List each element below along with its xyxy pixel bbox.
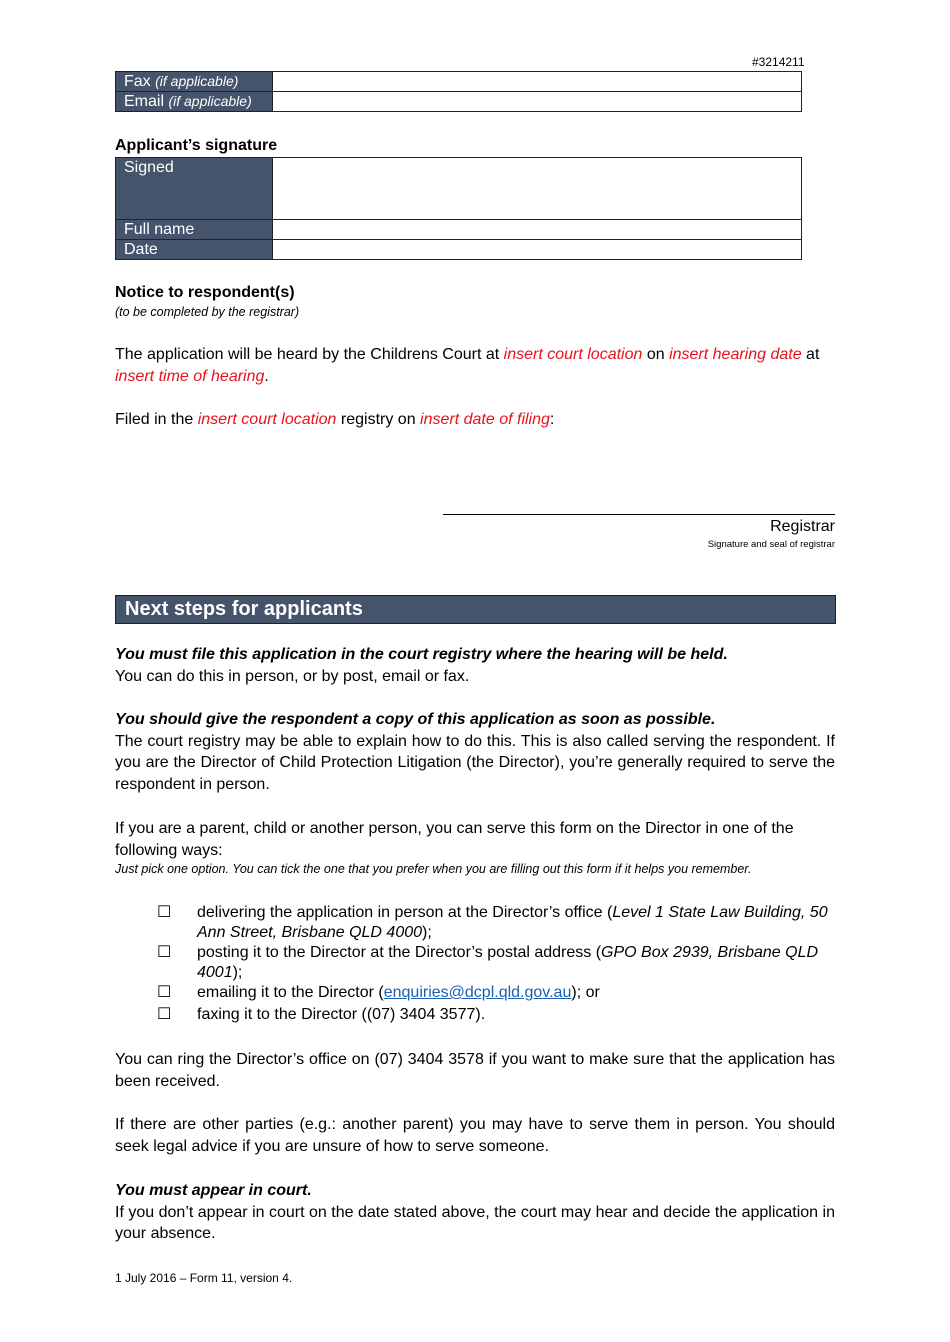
signed-label: Signed: [116, 158, 273, 220]
email-row: [116, 92, 802, 112]
checkbox-fax[interactable]: ☐: [157, 1006, 172, 1023]
fax-label: Fax (if applicable): [116, 72, 273, 92]
step-serve-text: The court registry may be able to explain how to do this. This is also called serving the respondent. If you are the Director of Child Protection Litigation (the Director), you’re generally required to serve the respondent in person.: [115, 732, 835, 793]
hearing-date-placeholder[interactable]: insert hearing date: [669, 346, 802, 363]
step-serve: [115, 709, 835, 795]
checkbox-deliver[interactable]: ☐: [157, 904, 172, 921]
director-email-link[interactable]: enquiries@dcpl.qld.gov.au: [383, 984, 572, 1001]
filing-date-placeholder[interactable]: insert date of filing: [420, 411, 550, 428]
notice-heading: Notice to respondent(s): [115, 284, 295, 301]
step-other-parties: If there are other parties (e.g.: another parent) you may have to serve them in person. You should seek legal advice if you are unsure of how to serve someone.: [115, 1116, 835, 1155]
contact-table: [115, 71, 802, 112]
option-post: ☐ posting it to the Director at the Director’s postal address (GPO Box 2939, Brisbane QLD 4001);: [157, 944, 819, 981]
registrar-note: Signature and seal of registrar: [707, 539, 835, 550]
registrar-signature-line: [443, 514, 835, 515]
notice-subheading: (to be completed by the registrar): [115, 305, 300, 319]
fax-row: [116, 72, 802, 92]
checkbox-email[interactable]: ☐: [157, 984, 172, 1001]
full-name-label: Full name: [116, 220, 273, 240]
signature-heading: Applicant’s signature: [115, 137, 278, 154]
filing-paragraph: Filed in the insert court location registry on insert date of filing:: [115, 411, 555, 428]
next-steps-banner: Next steps for applicants: [115, 595, 836, 624]
option-deliver: ☐ delivering the application in person at the Director’s office (Level 1 State Law Building, 50 Ann Street, Brisbane QLD 4000);: [157, 904, 828, 941]
step-file-heading: You must file this application in the court registry where the hearing will be held.: [115, 646, 728, 663]
hearing-paragraph: The application will be heard by the Childrens Court at insert court location on insert hearing date at insert time of hearing.: [115, 346, 820, 385]
footer-version: 1 July 2016 – Form 11, version 4.: [115, 1271, 293, 1285]
date-label: Date: [116, 240, 273, 260]
step-file: [115, 644, 835, 687]
court-location-placeholder[interactable]: insert court location: [503, 346, 643, 363]
signed-field[interactable]: [273, 158, 802, 220]
option-email: ☐ emailing it to the Director (enquiries@dcpl.qld.gov.au); or: [157, 984, 600, 1001]
step-serve-heading: You should give the respondent a copy of this application as soon as possible.: [115, 711, 716, 728]
hearing-time-placeholder[interactable]: insert time of hearing: [115, 367, 265, 385]
document-id: #3214211: [752, 55, 805, 69]
step-ring: You can ring the Director’s office on (07) 3404 3578 if you want to make sure that the application has been received.: [115, 1051, 835, 1090]
step-file-text: You can do this in person, or by post, email or fax.: [115, 667, 470, 685]
fax-field[interactable]: [273, 72, 802, 92]
step-appear-text: If you don’t appear in court on the date stated above, the court may hear and decide the application in your absence.: [115, 1203, 835, 1242]
step-parent-note: Just pick one option. You can tick the one that you prefer when you are filling out this form if it helps you remember.: [115, 862, 752, 876]
signature-table: [115, 157, 802, 260]
checkbox-post[interactable]: ☐: [157, 944, 172, 961]
full-name-field[interactable]: [273, 220, 802, 240]
email-label: Email (if applicable): [116, 92, 273, 112]
email-field[interactable]: [273, 92, 802, 112]
service-options: [157, 903, 837, 1025]
step-appear: [115, 1180, 835, 1245]
filing-court-placeholder[interactable]: insert court location: [197, 411, 337, 428]
step-appear-heading: You must appear in court.: [115, 1182, 312, 1199]
step-parent-text: If you are a parent, child or another person, you can serve this form on the Director in one of the following ways:: [115, 820, 794, 859]
step-parent: [115, 818, 835, 877]
date-field[interactable]: [273, 240, 802, 260]
option-fax: ☐ faxing it to the Director ((07) 3404 3577).: [157, 1006, 486, 1023]
registrar-label: Registrar: [770, 518, 835, 535]
